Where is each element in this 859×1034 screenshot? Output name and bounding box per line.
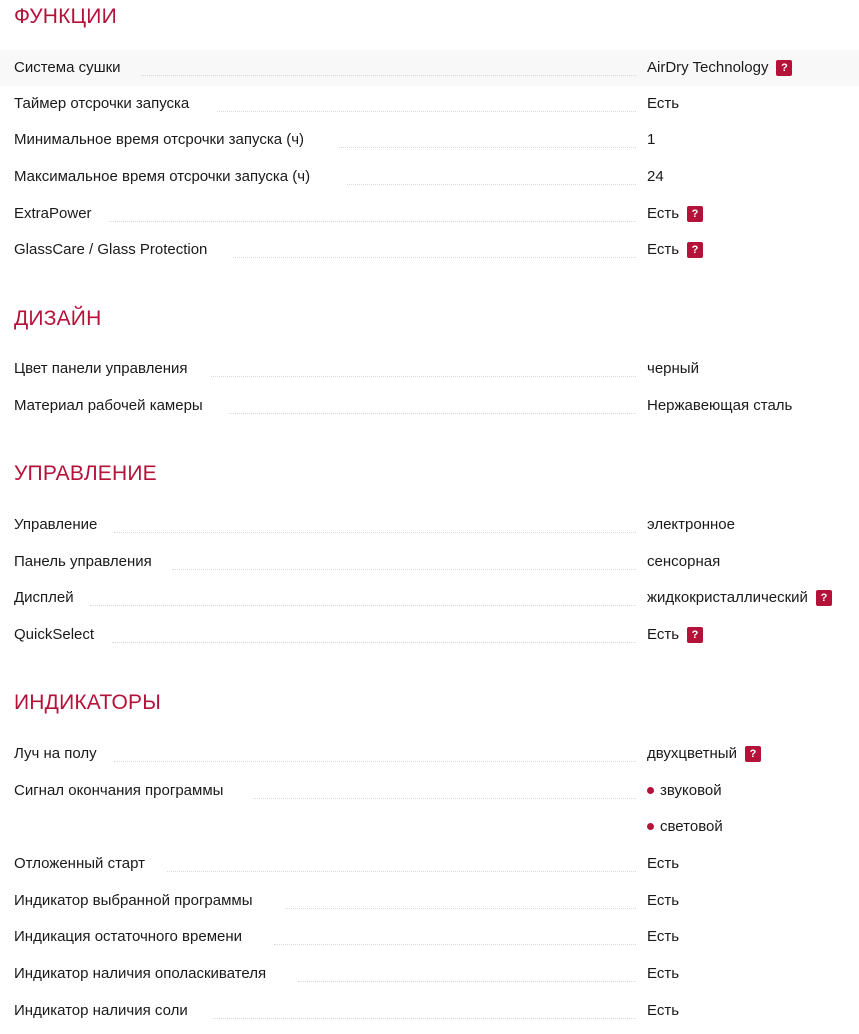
spec-value — [647, 818, 723, 835]
spec-value-text: Есть — [647, 241, 680, 258]
spec-value — [647, 360, 699, 377]
spec-value-text: световой — [660, 818, 723, 835]
spec-label: Минимальное время отсрочки запуска (ч) — [14, 131, 305, 148]
spec-value-text: звуковой — [660, 782, 722, 799]
help-icon[interactable]: ? — [776, 60, 792, 76]
spec-value-text: Есть — [647, 965, 680, 982]
dotted-leader — [211, 376, 636, 377]
spec-value — [647, 589, 832, 606]
dotted-leader — [233, 257, 636, 258]
spec-row — [0, 196, 859, 232]
spec-value — [647, 855, 679, 872]
dotted-leader — [274, 944, 636, 945]
spec-value — [647, 782, 722, 799]
spec-row — [0, 580, 859, 616]
dotted-leader — [109, 221, 636, 222]
dotted-leader — [285, 908, 636, 909]
spec-value — [647, 168, 664, 185]
spec-value-text: 24 — [647, 168, 664, 185]
spec-label: Индикатор наличия ополаскивателя — [14, 965, 267, 982]
spec-value-text: Есть — [647, 892, 680, 909]
spec-value-text: 1 — [647, 131, 656, 148]
spec-row — [0, 883, 859, 919]
dotted-leader — [172, 569, 636, 570]
spec-label: Таймер отсрочки запуска — [14, 95, 190, 112]
dotted-leader — [90, 605, 636, 606]
spec-value — [647, 241, 703, 258]
spec-label: QuickSelect — [14, 626, 95, 643]
spec-label: Дисплей — [14, 589, 74, 606]
spec-value — [647, 626, 703, 643]
spec-value-text: AirDry Technology — [647, 59, 769, 76]
spec-row — [0, 86, 859, 122]
dotted-leader — [112, 642, 636, 643]
spec-row — [0, 993, 859, 1029]
dotted-leader — [298, 981, 636, 982]
section-title: ДИЗАЙН — [14, 307, 102, 330]
dotted-leader — [229, 413, 636, 414]
spec-row — [0, 122, 859, 158]
spec-label: Панель управления — [14, 553, 152, 570]
spec-value-text: Есть — [647, 95, 680, 112]
spec-value — [647, 965, 679, 982]
spec-value — [647, 745, 761, 762]
spec-label: Цвет панели управления — [14, 360, 188, 377]
dotted-leader — [253, 798, 636, 799]
spec-row — [0, 159, 859, 195]
spec-row — [0, 736, 859, 772]
spec-label: Индикатор выбранной программы — [14, 892, 253, 909]
dotted-leader — [339, 147, 636, 148]
spec-label: GlassCare / Glass Protection — [14, 241, 208, 258]
section-title: УПРАВЛЕНИЕ — [14, 462, 157, 485]
spec-value-text: Есть — [647, 855, 680, 872]
spec-label: Отложенный старт — [14, 855, 146, 872]
spec-value — [647, 59, 792, 76]
spec-label: Материал рабочей камеры — [14, 397, 203, 414]
spec-row — [0, 388, 859, 424]
spec-label: Сигнал окончания программы — [14, 782, 224, 799]
spec-label: Индикация остаточного времени — [14, 928, 243, 945]
help-icon[interactable]: ? — [687, 206, 703, 222]
spec-value — [647, 516, 735, 533]
dotted-leader — [347, 184, 636, 185]
spec-value-text: сенсорная — [647, 553, 721, 570]
spec-row — [0, 846, 859, 882]
spec-value-text: электронное — [647, 516, 735, 533]
bullet-icon — [647, 787, 654, 794]
dotted-leader — [213, 1018, 636, 1019]
spec-row — [0, 809, 859, 845]
spec-value — [647, 892, 679, 909]
help-icon[interactable]: ? — [745, 746, 761, 762]
dotted-leader — [141, 75, 636, 76]
spec-value-text: Есть — [647, 626, 680, 643]
bullet-icon — [647, 823, 654, 830]
spec-row — [0, 544, 859, 580]
spec-label: Система сушки — [14, 59, 121, 76]
spec-value-text: Есть — [647, 205, 680, 222]
spec-value-text: двухцветный — [647, 745, 737, 762]
help-icon[interactable]: ? — [687, 627, 703, 643]
spec-value — [647, 928, 679, 945]
section-title: ФУНКЦИИ — [14, 5, 117, 28]
spec-row — [0, 919, 859, 955]
spec-row — [0, 956, 859, 992]
spec-label: Управление — [14, 516, 98, 533]
spec-value — [647, 131, 655, 148]
spec-row — [0, 617, 859, 653]
spec-label: Максимальное время отсрочки запуска (ч) — [14, 168, 311, 185]
dotted-leader — [114, 532, 636, 533]
spec-row — [0, 50, 859, 86]
spec-value-text: Есть — [647, 928, 680, 945]
dotted-leader — [217, 111, 636, 112]
spec-value-text: жидкокристаллический — [647, 589, 808, 606]
spec-label: ExtraPower — [14, 205, 92, 222]
help-icon[interactable]: ? — [816, 590, 832, 606]
spec-value — [647, 397, 792, 414]
dotted-leader — [167, 871, 636, 872]
spec-value-text: Нержавеющая сталь — [647, 397, 793, 414]
spec-row — [0, 507, 859, 543]
spec-row — [0, 351, 859, 387]
spec-row — [0, 773, 859, 809]
spec-value-text: черный — [647, 360, 699, 377]
spec-label: Индикатор наличия соли — [14, 1002, 188, 1019]
spec-row — [0, 232, 859, 268]
dotted-leader — [114, 761, 636, 762]
spec-value — [647, 95, 679, 112]
spec-value — [647, 205, 703, 222]
spec-value-text: Есть — [647, 1002, 680, 1019]
spec-label: Луч на полу — [14, 745, 97, 762]
spec-value — [647, 553, 720, 570]
help-icon[interactable]: ? — [687, 242, 703, 258]
section-title: ИНДИКАТОРЫ — [14, 691, 161, 714]
spec-value — [647, 1002, 679, 1019]
